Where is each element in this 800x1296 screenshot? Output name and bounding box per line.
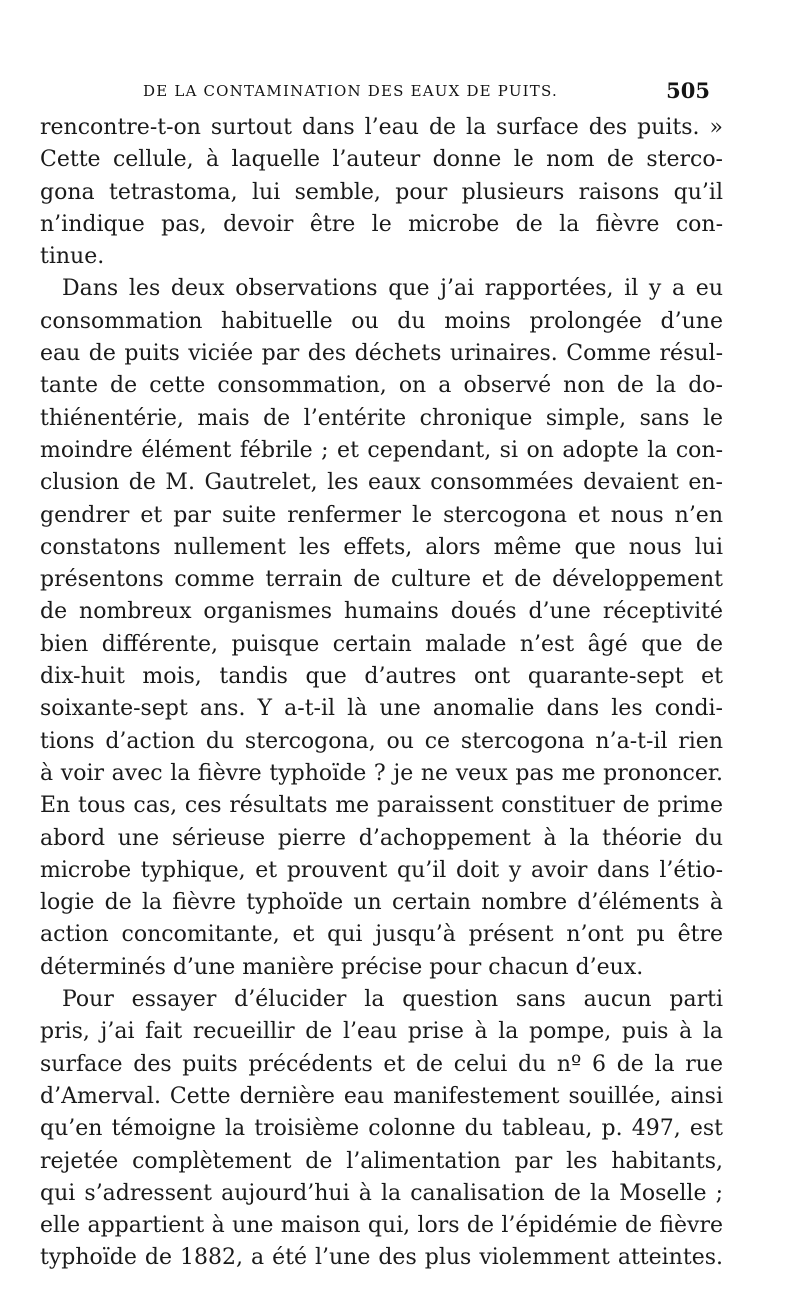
text-line: déterminés d’une manière précise pour chacun d’eux. [40,954,644,980]
text-line: eau de puits viciée par des déchets urinaires. Comme résul- [40,341,723,367]
page-header [0,78,800,108]
text-line: qu’en témoigne la troisième colonne du tableau, p. 497, est [40,1116,723,1142]
text-line: n’indique pas, devoir être le microbe de la fièvre con- [40,211,723,237]
text-line: thiénentérie, mais de l’entérite chronique simple, sans le [40,405,723,431]
body-text [40,112,723,1275]
text-line: gendrer et par suite renfermer le stercogona et nous n’en [40,502,723,528]
text-line: tante de cette consommation, on a observé non de la do- [40,373,723,399]
text-line: tinue. [40,244,105,270]
text-line: dix-huit mois, tandis que d’autres ont quarante-sept et [40,664,723,690]
text-line: soixante-sept ans. Y a-t-il là une anomalie dans les condi- [40,696,723,722]
text-line: typhoïde de 1882, a été l’une des plus violemment atteintes. [40,1245,723,1271]
text-line: à voir avec la fièvre typhoïde ? je ne veux pas me prononcer. [40,760,723,786]
text-line: microbe typhique, et prouvent qu’il doit y avoir dans l’étio- [40,857,723,883]
text-line: clusion de M. Gautrelet, les eaux consommées devaient en- [40,470,723,496]
text-line: moindre élément fébrile ; et cependant, si on adopte la con- [40,437,723,463]
text-line: de nombreux organismes humains doués d’une réceptivité [40,599,723,625]
page-number: 505 [666,78,710,103]
text-line: Dans les deux observations que j’ai rapportées, il y a eu [62,276,723,302]
text-line: qui s’adressent aujourd’hui à la canalisation de la Moselle ; [40,1180,723,1206]
text-line: surface des puits précédents et de celui du nº 6 de la rue [40,1051,723,1077]
text-line: tions d’action du stercogona, ou ce stercogona n’a-t-il rien [40,728,723,754]
text-line: présentons comme terrain de culture et de développement [40,567,723,593]
text-line: logie de la fièvre typhoïde un certain nombre d’éléments à [40,890,723,916]
text-line: Pour essayer d’élucider la question sans aucun parti [62,987,723,1013]
text-line: bien différente, puisque certain malade n’est âgé que de [40,631,723,657]
text-line: rejetée complètement de l’alimentation par les habitants, [40,1148,723,1174]
running-title: DE LA CONTAMINATION DES EAUX DE PUITS. [143,82,558,100]
text-line: gona tetrastoma, lui semble, pour plusieurs raisons qu’il [40,179,723,205]
text-line: En tous cas, ces résultats me paraissent constituer de prime [40,793,723,819]
text-line: constatons nullement les effets, alors même que nous lui [40,534,723,560]
text-line: action concomitante, et qui jusqu’à présent n’ont pu être [40,922,723,948]
text-line: elle appartient à une maison qui, lors de l’épidémie de fièvre [40,1213,723,1239]
text-line: d’Amerval. Cette dernière eau manifestement souillée, ainsi [40,1083,723,1109]
text-line: rencontre-t-on surtout dans l’eau de la surface des puits. » [40,115,723,140]
text-line: consommation habituelle ou du moins prolongée d’une [40,308,723,334]
text-line: Cette cellule, à laquelle l’auteur donne le nom de sterco- [40,147,723,173]
text-line: abord une sérieuse pierre d’achoppement à la théorie du [40,825,723,851]
text-line: pris, j’ai fait recueillir de l’eau prise à la pompe, puis à la [40,1019,723,1045]
